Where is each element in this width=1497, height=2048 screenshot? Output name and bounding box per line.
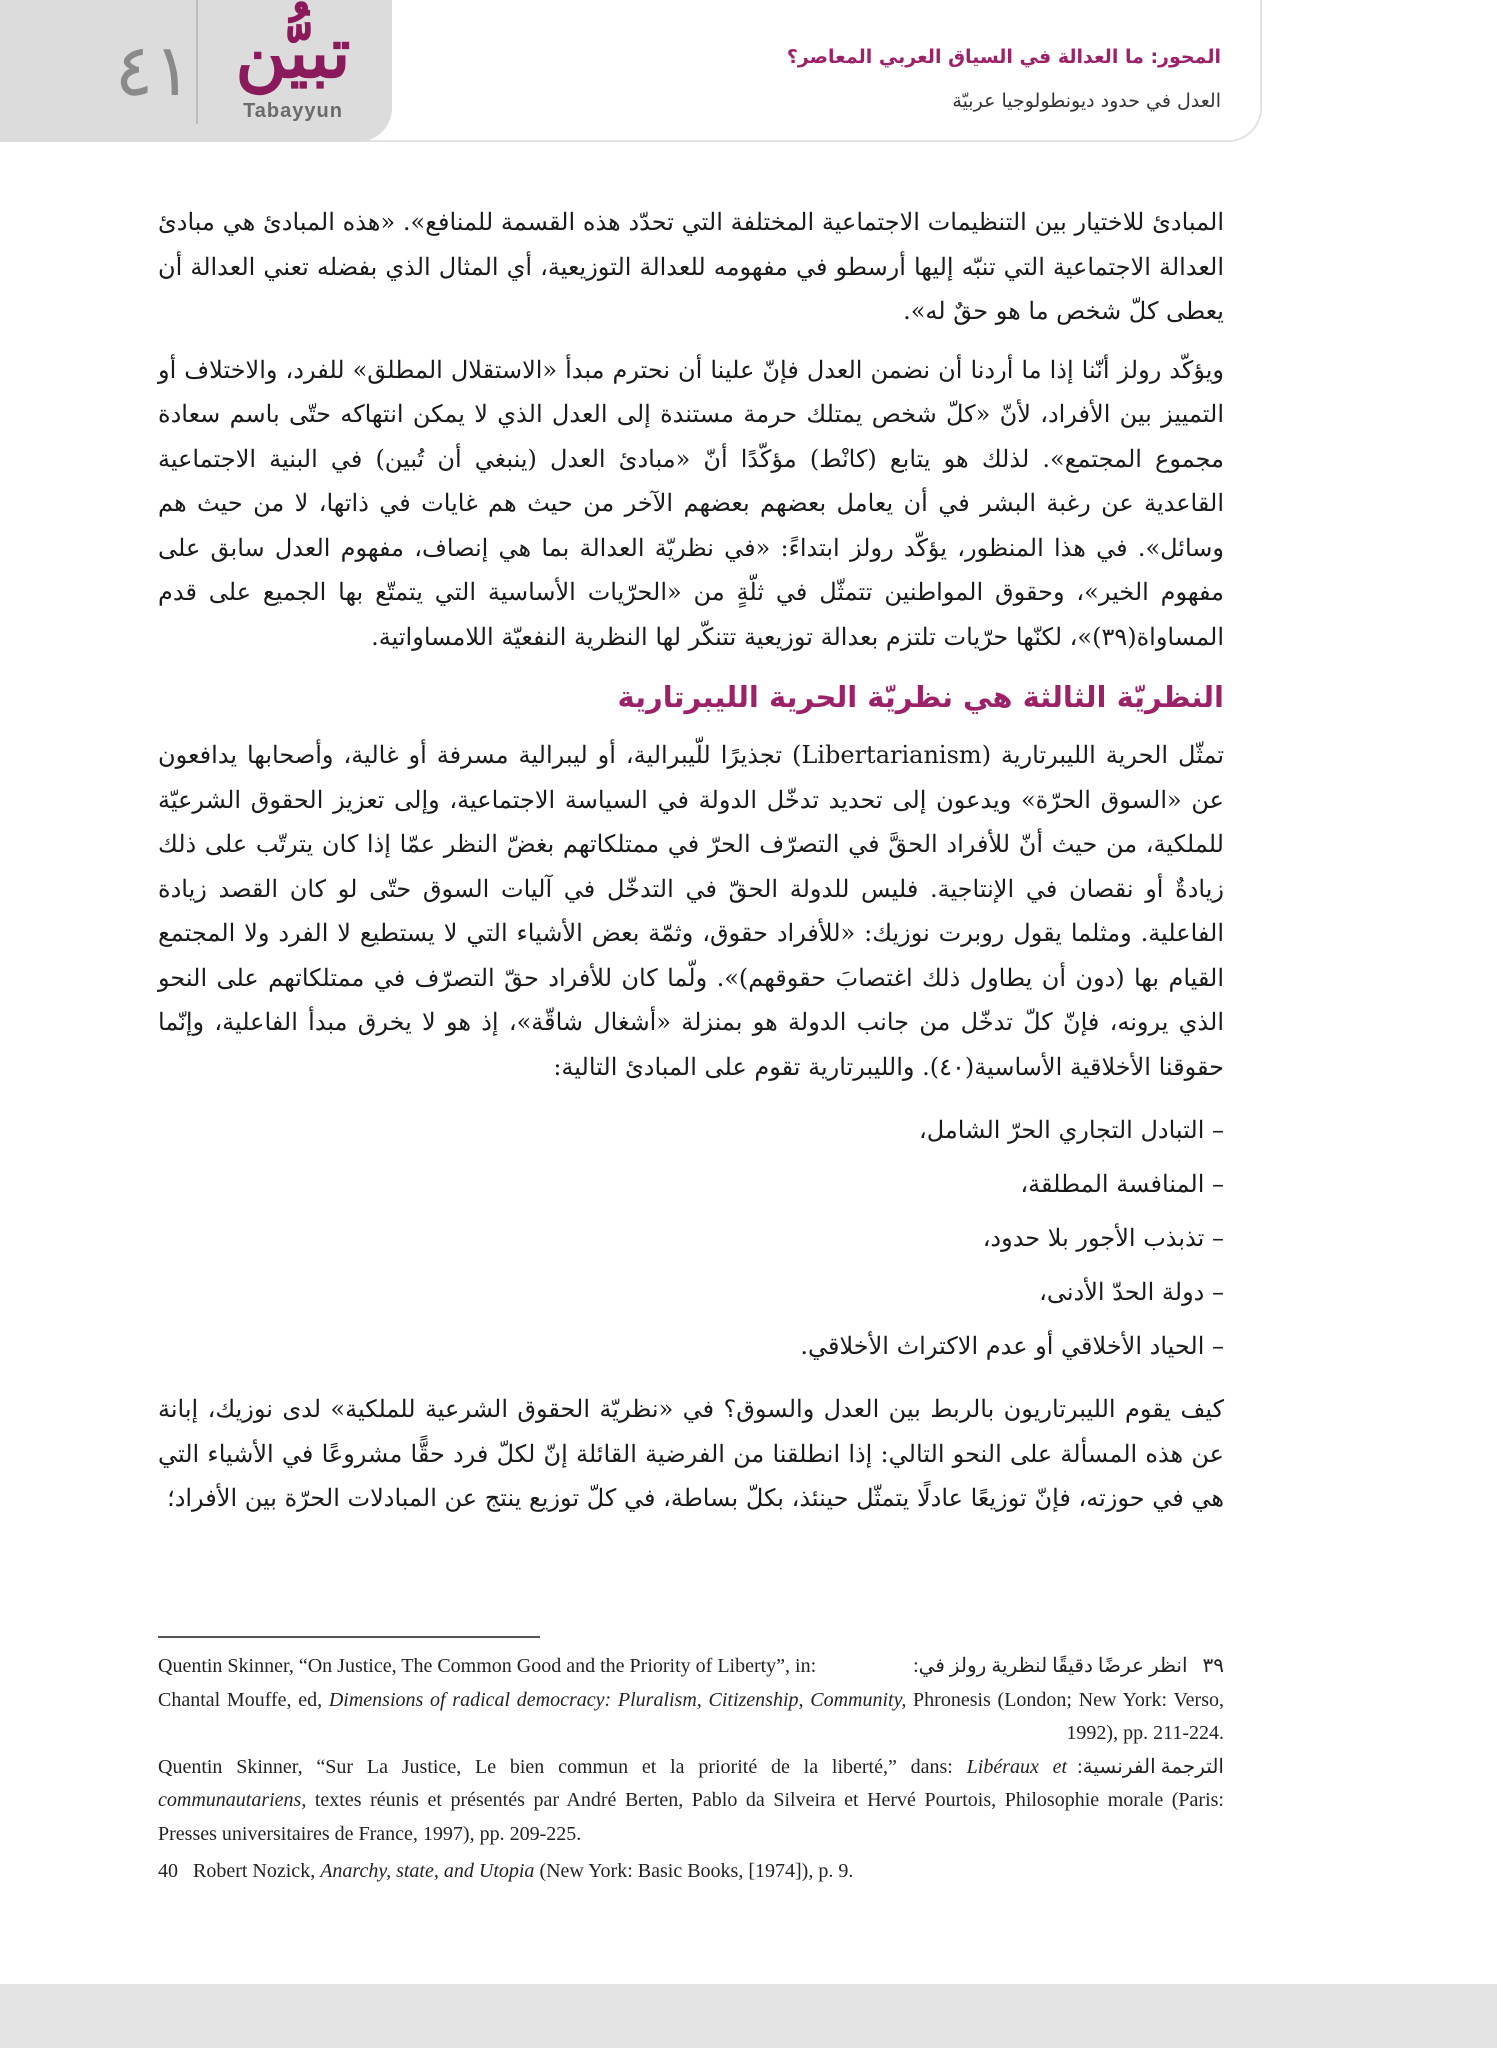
translation-label: الترجمة الفرنسية: (1077, 1755, 1224, 1778)
list-item: – دولة الحدّ الأدنى، (1039, 1278, 1224, 1306)
footnote-citation: Chantal Mouffe, ed, (158, 1688, 329, 1711)
footnote-citation: Phronesis (London; New York: Verso, 1992), pp. 211-224. (906, 1688, 1225, 1744)
running-head-axis: المحور: ما العدالة في السياق العربي المعاصر؟ (786, 46, 1221, 68)
body-paragraph: المبادئ للاختيار بين التنظيمات الاجتماعية المختلفة التي تحدّد هذه القسمة للمنافع». «هذه المبادئ هي مبادئ العدالة الاجتماعية التي تنبّه إليها أرسطو في مفهومه للعدالة التوزيعية، أي المثال الذي بفضله تعني العدالة أن يعطى كلّ شخص ما هو حقٌ له». (158, 208, 1224, 325)
list-item: – الحياد الأخلاقي أو عدم الاكتراث الأخلاقي. (800, 1332, 1224, 1360)
footnote-citation: Quentin Skinner, “Sur La Justice, Le bien commun et la priorité de la liberté,” dans: (158, 1755, 967, 1778)
body-paragraph: تمثّل الحرية الليبرتارية (Libertarianism) تجذيرًا للّيبرالية، أو ليبرالية مسرفة أو غالية، وأصحابها يدافعون عن «السوق الحرّة» ويدعون إلى تحديد تدخّل الدولة في السياسة الاجتماعية، وإلى تعزيز الحقوق الشرعيّة للملكية، من حيث أنّ للأفراد الحقَّ في التصرّف الحرّ في ممتلكاتهم بغضّ النظر عمّا إذا كان يترتّب على ذلك زيادةٌ أو نقصان في الإنتاجية. فليس للدولة الحقّ في التدخّل في آليات السوق حتّى لو كان القصد زيادة الفاعلية. ومثلما يقول روبرت نوزيك: «للأفراد حقوق، وثمّة بعض الأشياء التي لا يستطيع لا الفرد ولا المجتمع القيام بها (دون أن يطاول ذلك اغتصابَ حقوقهم)». ولّما كان للأفراد حقّ التصرّف في ممتلكاتهم على النحو الذي يرونه، فإنّ كلّ تدخّل من جانب الدولة هو بمنزلة «أشغال شاقّة»، إذ هو لا يخرق مبدأ الفاعلية، وإنّما حقوقنا الأخلاقية الأساسية(٤٠). والليبرتارية تقوم على المبادئ التالية: (158, 741, 1225, 1081)
body-paragraph: كيف يقوم الليبرتاريون بالربط بين العدل والسوق؟ في «نظريّة الحقوق الشرعية للملكية» لدى نوزيك، إبانة عن هذه المسألة على النحو التالي: إذا انطلقنا من الفرضية القائلة إنّ لكلّ فرد حقًّا مشروعًا في الأشياء التي هي في حوزته، فإنّ توزيعًا عادلًا يتمثّل حينئذ، بكلّ بساطة، في كلّ توزيع ينتج عن المبادلات الحرّة بين الأفراد؛ (158, 1395, 1224, 1512)
footnotes (158, 1650, 1224, 1889)
footnote-number: ٣٩ (1202, 1655, 1224, 1677)
book-title: Dimensions of radical democracy: Pluralism, Citizenship, Community, (328, 1688, 907, 1711)
footnote-40 (158, 1855, 1224, 1889)
page-bottom-band (0, 1984, 1497, 2048)
principles-list (158, 1103, 1224, 1373)
book-title: Anarchy, state, and Utopia (320, 1860, 535, 1882)
list-item: – التبادل التجاري الحرّ الشامل، (918, 1116, 1224, 1144)
header-divider (196, 0, 198, 124)
list-item: – المنافسة المطلقة، (1020, 1170, 1224, 1198)
footnote-39 (158, 1650, 1224, 1851)
body-paragraph: ويؤكّد رولز أنّنا إذا ما أردنا أن نضمن العدل فإنّ علينا أن نحترم مبدأ «الاستقلال المطلق» للفرد، والاختلاف أو التمييز بين الأفراد، لأنّ «كلّ شخص يمتلك حرمة مستندة إلى العدل الذي لا يمكن انتهاكه حتّى باسم سعادة مجموع المجتمع». لذلك هو يتابع (كانْط) مؤكّدًا أنّ «مبادئ العدل (ينبغي أن تُبين) في البنية الاجتماعية القاعدية عن رغبة البشر في أن يعامل بعضهم بعضهم الآخر من حيث هم غايات في ذاتها، لا من حيث هم وسائل». في هذا المنظور، يؤكّد رولز ابتداءً: «في نظريّة العدالة بما هي إنصاف، مفهوم العدل سابق على مفهوم الخير»، وحقوق المواطنين تتمثّل في ثلّةٍ من «الحرّيات الأساسية التي يتمتّع بها الجميع على قدم المساواة(٣٩)»، لكنّها حرّيات تلتزم بعدالة توزيعية تتنكّر لها النظرية النفعيّة اللامساواتية. (158, 355, 1224, 651)
footnote-rule (158, 1636, 540, 1638)
section-heading: النظريّة الثالثة هي نظريّة الحرية الليبرتارية (617, 680, 1224, 714)
running-head-article: العدل في حدود ديونطولوجيا عربيّة (952, 90, 1221, 112)
footnote-citation: Robert Nozick, (193, 1860, 321, 1882)
book-title: Libéraux et communautariens, (158, 1755, 1068, 1811)
footnote-citation: textes réunis et présentés par André Berten, Pablo da Silveira et Hervé Pourtois, Philosophie morale (Paris: Presses universitaires de France, 1997), pp. 209-225. (158, 1789, 1224, 1845)
journal-logo-latin: Tabayyun (243, 100, 343, 122)
journal-logo: تبيُّن (235, 11, 351, 94)
article-body (158, 200, 1224, 1535)
footnote-number: 40 (158, 1860, 178, 1882)
page-number: ٤١ (114, 28, 192, 112)
list-item: – تذبذب الأجور بلا حدود، (982, 1224, 1224, 1252)
footnote-citation: (New York: Basic Books, [1974]), p. 9. (534, 1860, 854, 1882)
footnote-intro: انظر عرضًا دقيقًا لنظرية رولز في: (913, 1655, 1188, 1677)
footnote-citation: Quentin Skinner, “On Justice, The Common Good and the Priority of Liberty”, in: (158, 1655, 817, 1677)
